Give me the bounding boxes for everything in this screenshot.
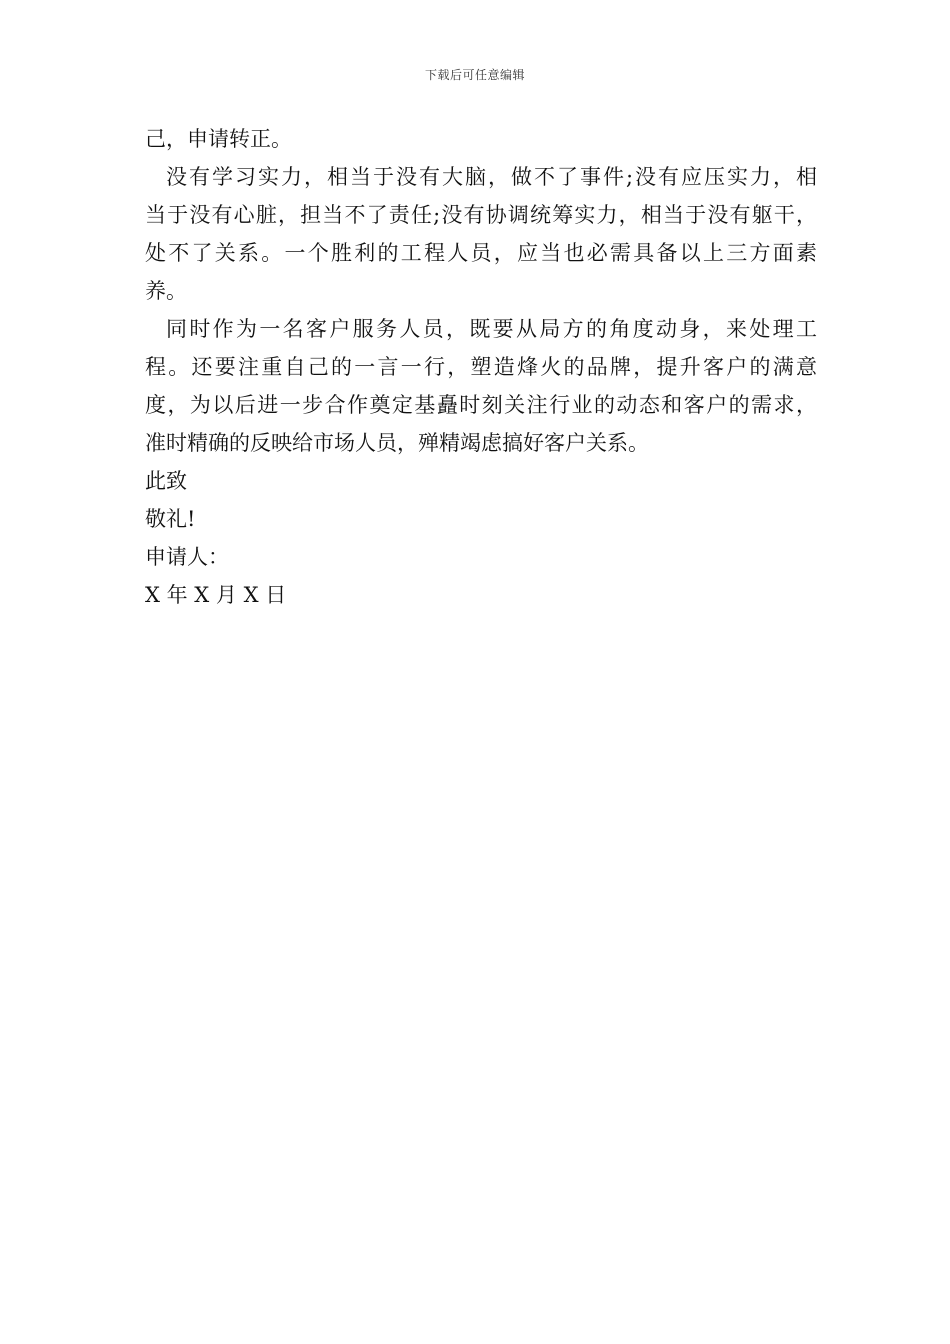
text-line: 养。 (145, 279, 187, 303)
text-line: 己，申请转正。 (145, 127, 292, 151)
text-line: 没有学习实力，相当于没有大脑，做不了事件;没有应压实力，相 (166, 165, 817, 189)
closing-regards: 敬礼! (145, 507, 196, 531)
text-line: 处不了关系。一个胜利的工程人员，应当也必需具备以上三方面素 (145, 241, 817, 265)
text-line: 当于没有心脏，担当不了责任;没有协调统筹实力，相当于没有躯干， (145, 203, 817, 227)
text-line: 同时作为一名客户服务人员，既要从局方的角度动身，来处理工 (166, 317, 817, 341)
paragraph-2 (145, 158, 817, 310)
text-line: 准时精确的反映给市场人员，殚精竭虑搞好客户关系。 (145, 431, 649, 455)
text-line: 程。还要注重自己的一言一行，塑造烽火的品牌，提升客户的满意 (145, 355, 817, 379)
closing-salutation: 此致 (145, 469, 187, 493)
closing-block (145, 462, 817, 614)
date-line: X 年 X 月 X 日 (145, 583, 287, 607)
document-body (145, 120, 817, 614)
page-header: 下载后可任意编辑 (424, 68, 525, 82)
paragraph-1 (145, 120, 817, 158)
text-line: 度，为以后进一步合作奠定基矗时刻关注行业的动态和客户的需求， (145, 393, 817, 417)
applicant-label: 申请人： (145, 545, 229, 569)
paragraph-3 (145, 310, 817, 462)
